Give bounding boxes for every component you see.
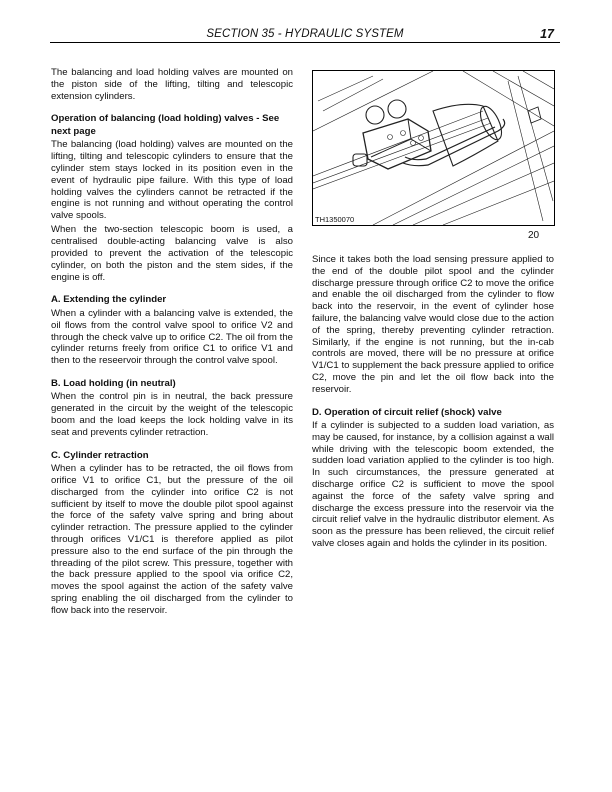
figure-number: 20 <box>528 230 540 241</box>
right-paragraph-1: Since it takes both the load sensing pressure applied to the end of the double pilot spool and the cylinder discharge pressure through orifice C2 to move the orifice and enable the oil discharged from the cylinder to flow back into the reservoir, in the event of cylinder hose failure, the balancing valve would close due to the action of the spring, thereby preventing cylinder retraction. Similarly, if the engine is not running, but the in-cab controls are moved, there will be no pressure at orifice V1/C1 to supplement the back pressure applied to orifice C2, move the pin and let the oil flow back into the reservoir. <box>312 254 554 395</box>
section-d-heading: D. Operation of circuit relief (shock) valve <box>312 406 502 418</box>
figure-code: TH1350070 <box>315 215 355 224</box>
page-header <box>50 28 560 43</box>
balancing-valve-illustration <box>313 71 554 225</box>
page-number: 17 <box>540 27 554 41</box>
figure-balancing-valve <box>312 70 555 226</box>
left-column <box>51 67 293 619</box>
section-d-text: If a cylinder is subjected to a sudden load variation, as may be caused, for instance, by a collision against a wall while driving with the telescopic boom extended, the sudden load variation applied to the cylinder is too high. In such circumstances, the pressure generated at discharge orifice C2 is sufficient to move the spool against the force of the safety valve spring and discharge the excess pressure into the reservoir via the circuit relief valve in the hydraulic distributor element. As soon as the pressure has been relieved, the circuit relief valve closes again and holds the cylinder in its position. <box>312 420 554 550</box>
intro-paragraph: The balancing and load holding valves are mounted on the piston side of the lifting, tilting and telescopic extension cylinders. <box>51 67 293 102</box>
section-b-text: When the control pin is in neutral, the back pressure generated in the circuit by the weight of the telescopic boom and the load keeps the lock holding valve in its seat and prevents cylinder retraction. <box>51 391 293 438</box>
operation-heading: Operation of balancing (load holding) valves - See next page <box>51 113 280 137</box>
section-b-heading: B. Load holding (in neutral) <box>51 377 176 389</box>
section-c-heading: C. Cylinder retraction <box>51 449 149 461</box>
operation-paragraph-2: When the two-section telescopic boom is used, a centralised double-acting balancing valve is also provided to prevent the activation of the telescopic cylinder, on both the piston and the stem sides, if the engine is off. <box>51 224 293 283</box>
right-column <box>312 254 554 552</box>
section-a-heading: A. Extending the cylinder <box>51 294 167 306</box>
section-title: SECTION 35 - HYDRAULIC SYSTEM <box>206 28 404 40</box>
operation-paragraph-1: The balancing (load holding) valves are mounted on the lifting, tilting and telescopic cylinders to ensure that the cylinder stem stays locked in its position even in the event of hydraulic pipe failure. With this type of load holding valves the cylinders cannot be retracted if the engine is not running and without operating the control valve spools. <box>51 139 293 222</box>
section-c-text: When a cylinder has to be retracted, the oil flows from orifice V1 to orifice C1, but the pressure of the oil discharged from the cylinder into orifice C2 is not sufficient by itself to move the double pilot spool against the force of the safety valve spring and bring about cylinder retraction. The pressure applied to the cylinder through orifices V1/C1 is therefore applied as pilot pressure also to the end surface of the pin through the threading of the pilot screw. This pressure, together with the back pressure applied to the spool via orifice C2, moves the spool against the action of the safety valve spring enabling the oil discharged from the cylinder to flow back into the reservoir. <box>51 463 293 616</box>
section-a-text: When a cylinder with a balancing valve is extended, the oil flows from the control valve spool to orifice V2 and through the check valve up to orifice C2. The oil from the cylinder returns freely from orifice C1 to orifice V1 and then to the reseervoir through the control valve spool. <box>51 307 293 367</box>
